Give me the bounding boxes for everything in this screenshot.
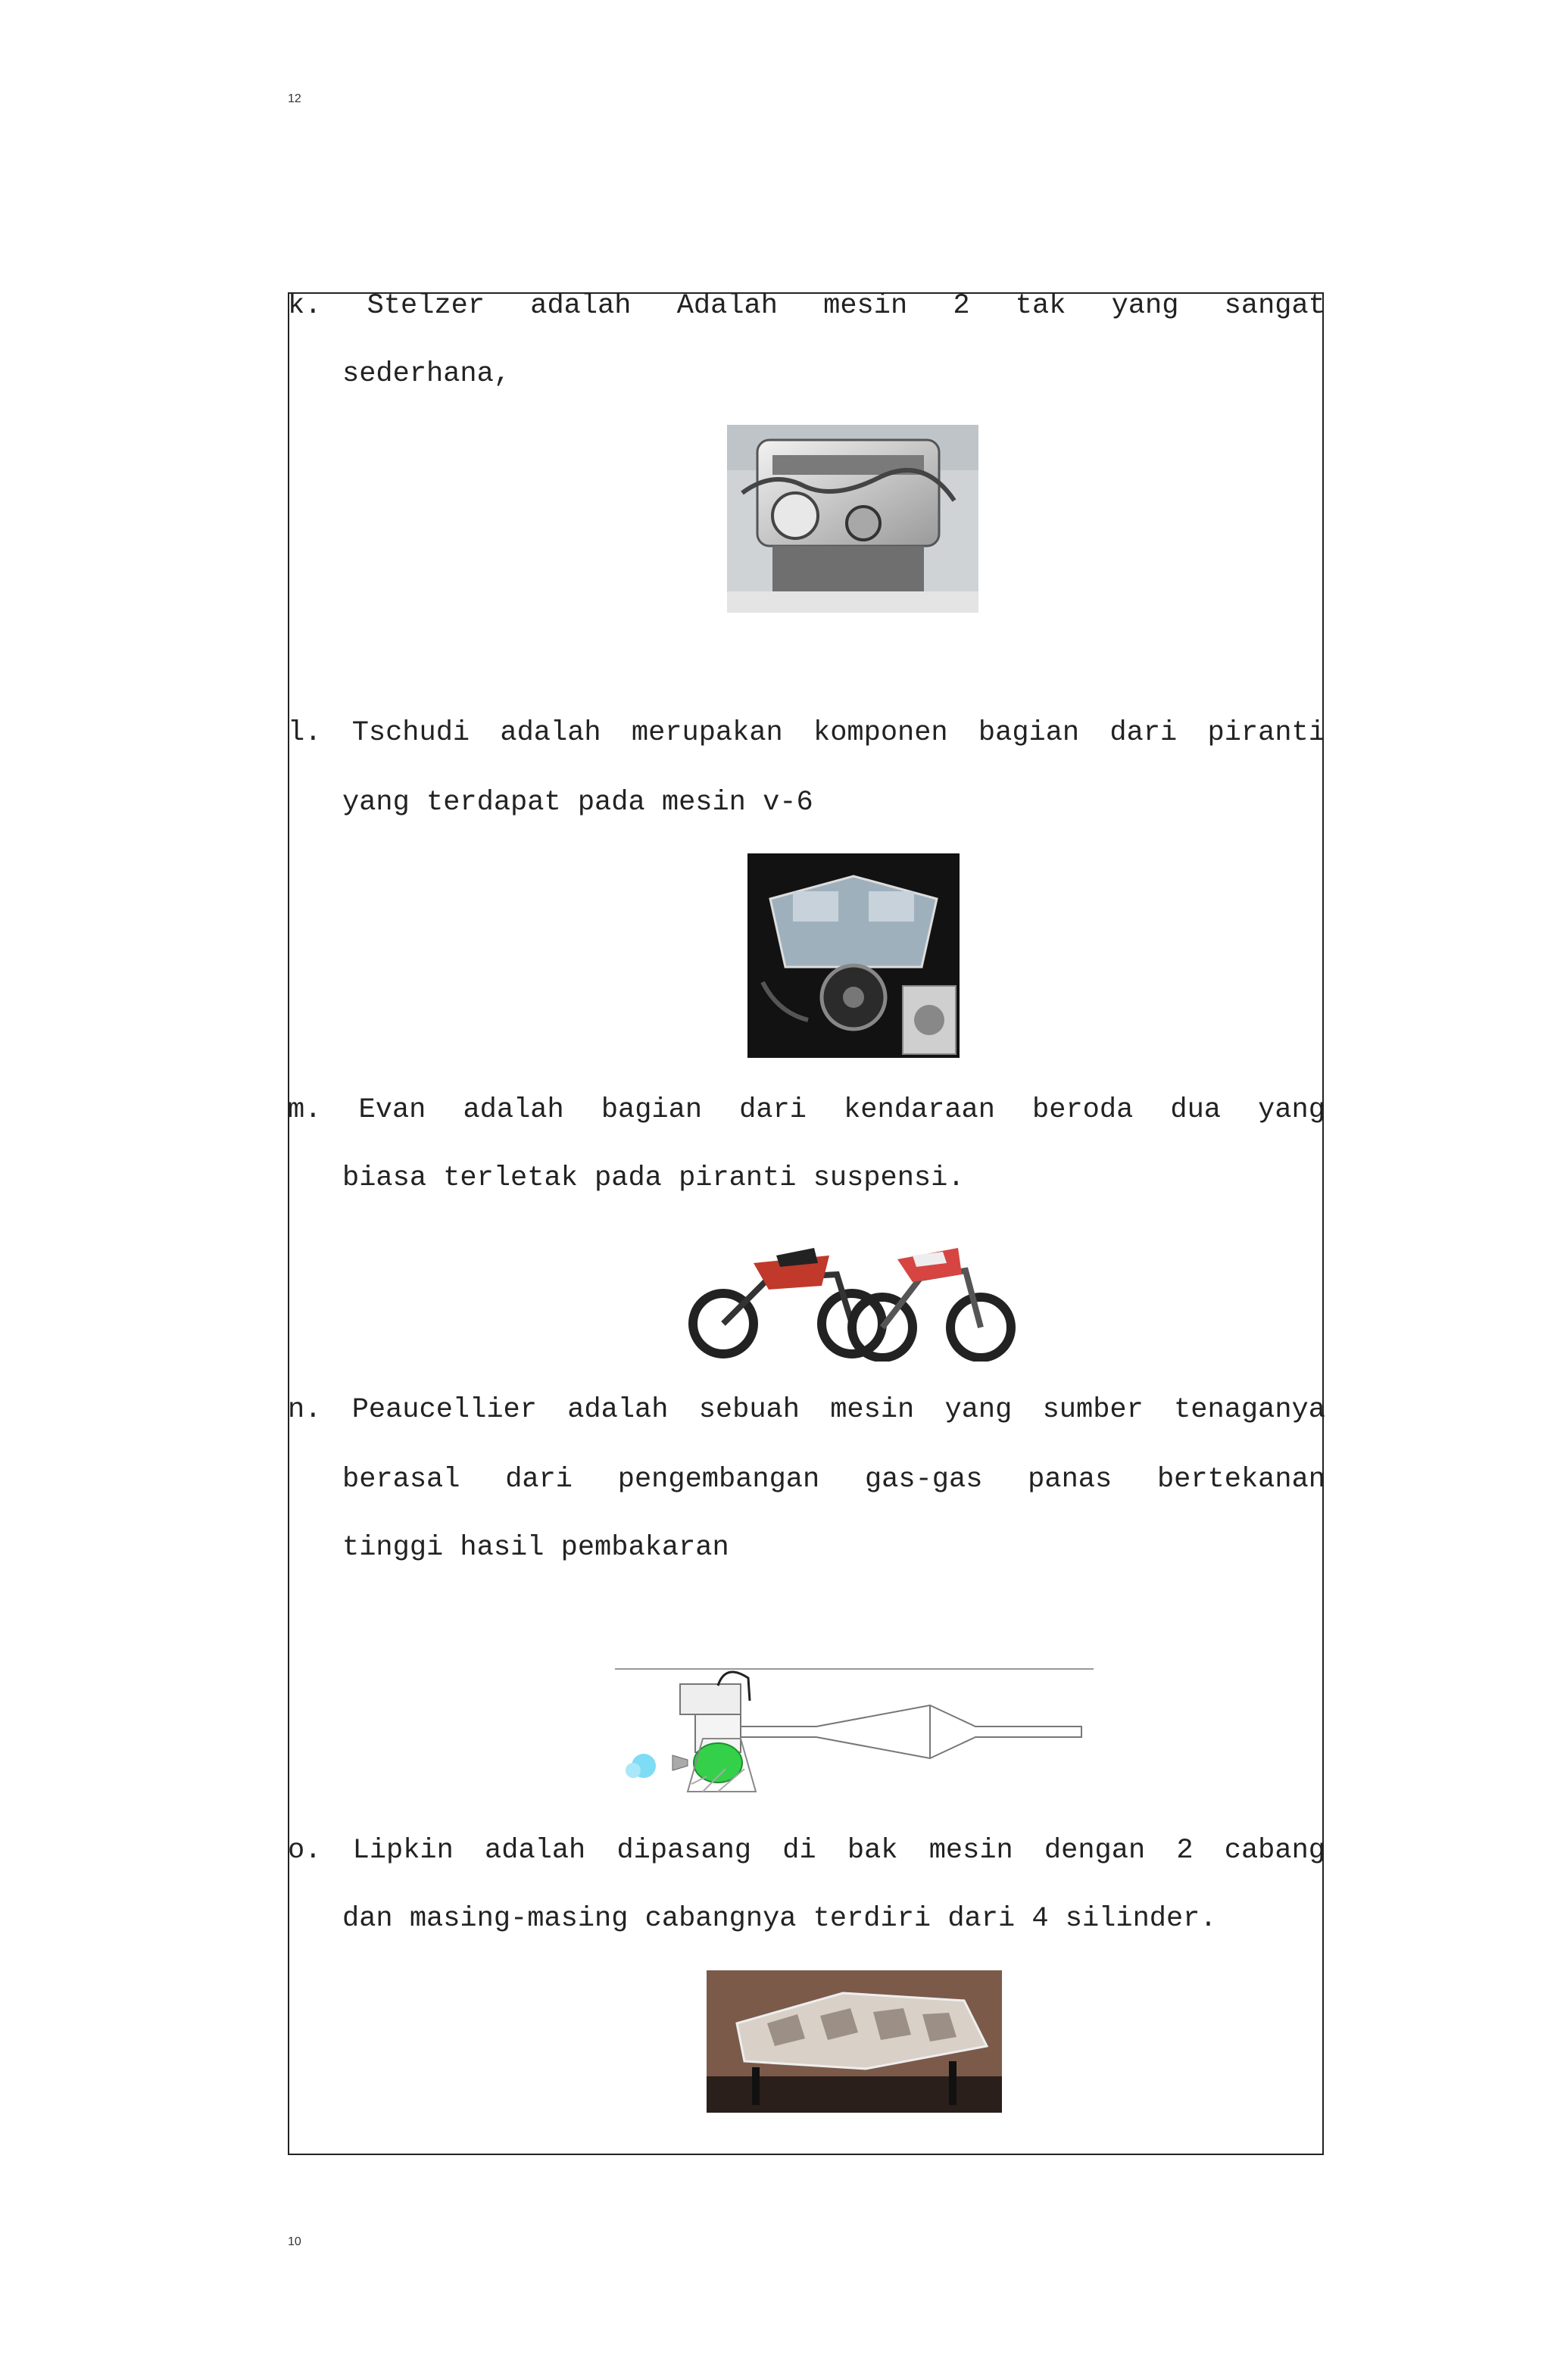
- word: gas-gas: [864, 1464, 983, 1496]
- word: sumber: [1042, 1394, 1144, 1426]
- word: adalah: [463, 1094, 564, 1126]
- word: kendaraan: [844, 1094, 995, 1126]
- word: k.: [288, 290, 322, 322]
- word: bagian: [978, 717, 1080, 749]
- word: berasal: [342, 1464, 460, 1496]
- word: yang: [1111, 290, 1179, 322]
- engine-photo: [727, 425, 978, 613]
- word: adalah: [500, 717, 601, 749]
- word: Tschudi: [351, 717, 470, 749]
- word: dua: [1170, 1094, 1222, 1126]
- word: dari: [739, 1094, 807, 1126]
- word: mesin: [830, 1394, 915, 1426]
- word: Stelzer: [367, 290, 485, 322]
- word: komponen: [813, 717, 948, 749]
- word: yang: [944, 1394, 1013, 1426]
- two-stroke-exhaust-diagram: [612, 1663, 1097, 1799]
- item-n-line-3: tinggi hasil pembakaran: [342, 1532, 729, 1564]
- word: o.: [288, 1835, 322, 1867]
- word: beroda: [1032, 1094, 1134, 1126]
- word: Evan: [358, 1094, 426, 1126]
- word: adalah: [530, 290, 632, 322]
- word: 2: [953, 290, 970, 322]
- word: di: [782, 1835, 816, 1867]
- item-n-line-2: [342, 1463, 1325, 1496]
- word: dari: [1109, 717, 1178, 749]
- item-k-line-2: sederhana,: [342, 358, 511, 390]
- word: piranti: [1207, 717, 1325, 749]
- word: dipasang: [616, 1835, 752, 1867]
- word: mesin: [928, 1835, 1013, 1867]
- item-o-line-2: dan masing-masing cabangnya terdiri dari 4 silinder.: [342, 1903, 1217, 1935]
- word: adalah: [485, 1835, 586, 1867]
- word: tak: [1015, 290, 1066, 322]
- item-m-line-1: [288, 1093, 1325, 1127]
- word: 2: [1176, 1835, 1194, 1867]
- word: Peaucellier: [351, 1394, 537, 1426]
- page-number-bottom: 10: [288, 2235, 301, 2248]
- word: bak: [847, 1835, 898, 1867]
- item-m-line-2: biasa terletak pada piranti suspensi.: [342, 1162, 965, 1194]
- word: mesin: [823, 290, 908, 322]
- word: adalah: [567, 1394, 669, 1426]
- word: bagian: [601, 1094, 703, 1126]
- item-n-line-1: [288, 1393, 1325, 1427]
- item-k-line-1: [288, 289, 1325, 323]
- item-o-line-1: [288, 1834, 1325, 1867]
- word: Adalah: [676, 290, 778, 322]
- word: cabang: [1224, 1835, 1325, 1867]
- word: dengan: [1044, 1835, 1146, 1867]
- word: n.: [288, 1394, 322, 1426]
- word: yang: [1258, 1094, 1325, 1126]
- word: dari: [505, 1464, 573, 1496]
- word: merupakan: [631, 717, 783, 749]
- word: tenaganya: [1174, 1394, 1325, 1426]
- v8-engine-block-photo: [707, 1970, 1002, 2113]
- word: pengembangan: [617, 1464, 820, 1496]
- word: l.: [288, 717, 322, 749]
- v6-engine-photo: [747, 853, 960, 1058]
- word: m.: [288, 1094, 322, 1126]
- word: sebuah: [698, 1394, 800, 1426]
- word: sangat: [1224, 290, 1325, 322]
- word: panas: [1028, 1464, 1113, 1496]
- word: bertekanan: [1156, 1464, 1325, 1496]
- item-l-line-1: [288, 716, 1325, 750]
- motorcycles-photo: [685, 1233, 1016, 1362]
- word: Lipkin: [352, 1835, 454, 1867]
- item-l-line-2: yang terdapat pada mesin v-6: [342, 787, 813, 819]
- page-number-top: 12: [288, 92, 301, 105]
